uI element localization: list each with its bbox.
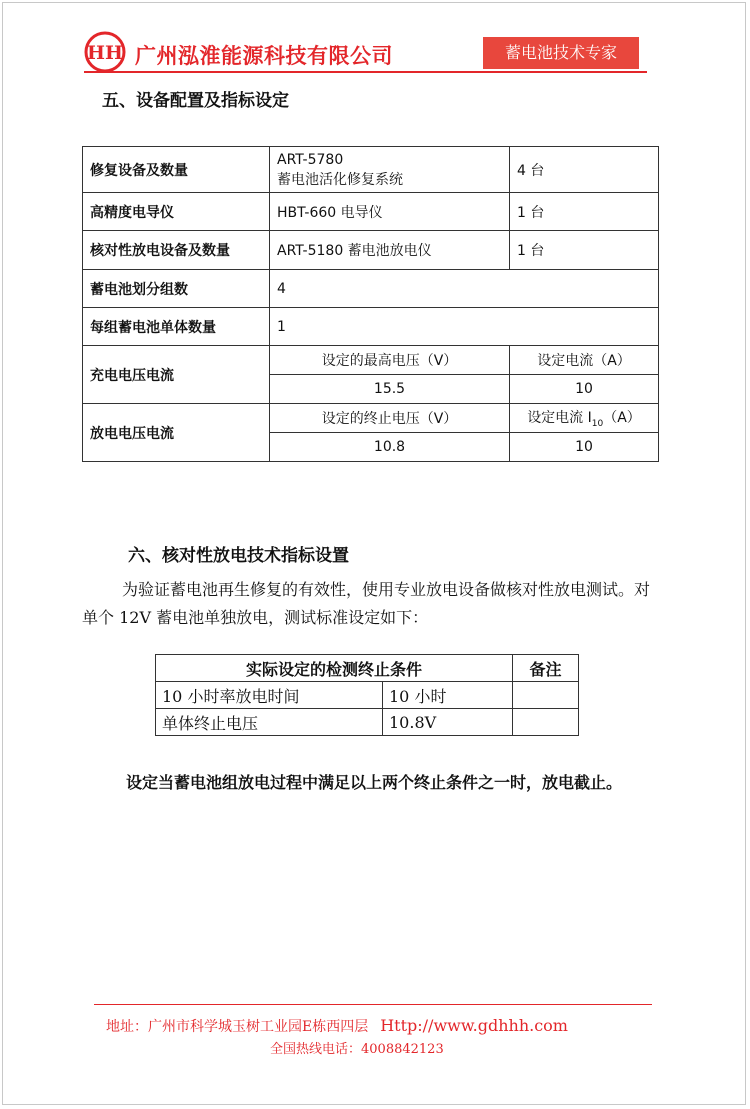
company-name: 广州泓淮能源科技有限公司 — [135, 43, 393, 68]
footer-line1 — [106, 1016, 568, 1036]
slogan-badge: 蓄电池技术专家 — [483, 37, 639, 69]
table-row — [83, 193, 659, 231]
termination-conditions-table — [155, 654, 579, 736]
row-label: 蓄电池划分组数 — [83, 270, 270, 308]
condition-note — [513, 709, 579, 736]
discharge-voltage-header: 设定的终止电压（V） — [270, 404, 510, 433]
discharge-label: 放电电压电流 — [83, 404, 270, 462]
table-row — [156, 709, 579, 736]
row-label: 修复设备及数量 — [83, 147, 270, 193]
equipment-model: ART-5780 — [277, 151, 344, 168]
table-row — [83, 270, 659, 308]
row-label: 每组蓄电池单体数量 — [83, 308, 270, 346]
charge-voltage-value: 15.5 — [270, 375, 510, 404]
condition-note — [513, 682, 579, 709]
footer-url[interactable]: Http://www.gdhhh.com — [380, 1016, 568, 1035]
section6-paragraph: 为验证蓄电池再生修复的有效性，使用专业放电设备做核对性放电测试。对单个 12V 蓄电池单独放电，测试标准设定如下： — [82, 580, 651, 627]
section5-title: 五、设备配置及指标设定 — [102, 91, 289, 111]
condition-item: 单体终止电压 — [156, 709, 383, 736]
row-label: 核对性放电设备及数量 — [83, 231, 270, 270]
company-logo — [84, 31, 126, 73]
condition-value: 10.8V — [383, 709, 513, 736]
equipment-value: ART-5180 蓄电池放电仪 — [270, 231, 510, 270]
equipment-value: HBT-660 电导仪 — [270, 193, 510, 231]
table-row — [83, 147, 659, 193]
table-row — [83, 404, 659, 433]
discharge-current-subscript: 10 — [591, 418, 604, 429]
condition-item: 10 小时率放电时间 — [156, 682, 383, 709]
charge-voltage-header: 设定的最高电压（V） — [270, 346, 510, 375]
discharge-current-header — [510, 404, 659, 433]
cell-count: 1 — [270, 308, 659, 346]
footer-address: 地址：广州市科学城玉树工业园E栋西四层 — [106, 1019, 369, 1035]
discharge-voltage-value: 10.8 — [270, 433, 510, 462]
conclusion-paragraph: 设定当蓄电池组放电过程中满足以上两个终止条件之一时，放电截止。 — [126, 773, 623, 792]
charge-label: 充电电压电流 — [83, 346, 270, 404]
row-label: 高精度电导仪 — [83, 193, 270, 231]
table-row — [83, 231, 659, 270]
discharge-current-suffix: （A） — [603, 410, 641, 427]
equipment-qty: 4 台 — [510, 147, 659, 193]
equipment-qty: 1 台 — [510, 231, 659, 270]
table-row — [83, 346, 659, 375]
table-row — [156, 682, 579, 709]
equipment-value — [270, 147, 510, 193]
charge-current-header: 设定电流（A） — [510, 346, 659, 375]
svg-text:HH: HH — [87, 42, 123, 64]
note-header: 备注 — [513, 655, 579, 682]
equipment-config-table — [82, 146, 659, 462]
footer-hotline: 全国热线电话：4008842123 — [270, 1042, 444, 1057]
footer-divider — [94, 1004, 652, 1005]
table-row — [156, 655, 579, 682]
section6-title: 六、核对性放电技术指标设置 — [128, 546, 349, 566]
discharge-current-prefix: 设定电流 I — [527, 410, 592, 427]
discharge-current-value: 10 — [510, 433, 659, 462]
charge-current-value: 10 — [510, 375, 659, 404]
equipment-desc: 蓄电池活化修复系统 — [277, 171, 403, 188]
condition-header: 实际设定的检测终止条件 — [156, 655, 513, 682]
condition-value: 10 小时 — [383, 682, 513, 709]
group-count: 4 — [270, 270, 659, 308]
header-divider — [84, 71, 647, 73]
equipment-qty: 1 台 — [510, 193, 659, 231]
table-row — [83, 308, 659, 346]
